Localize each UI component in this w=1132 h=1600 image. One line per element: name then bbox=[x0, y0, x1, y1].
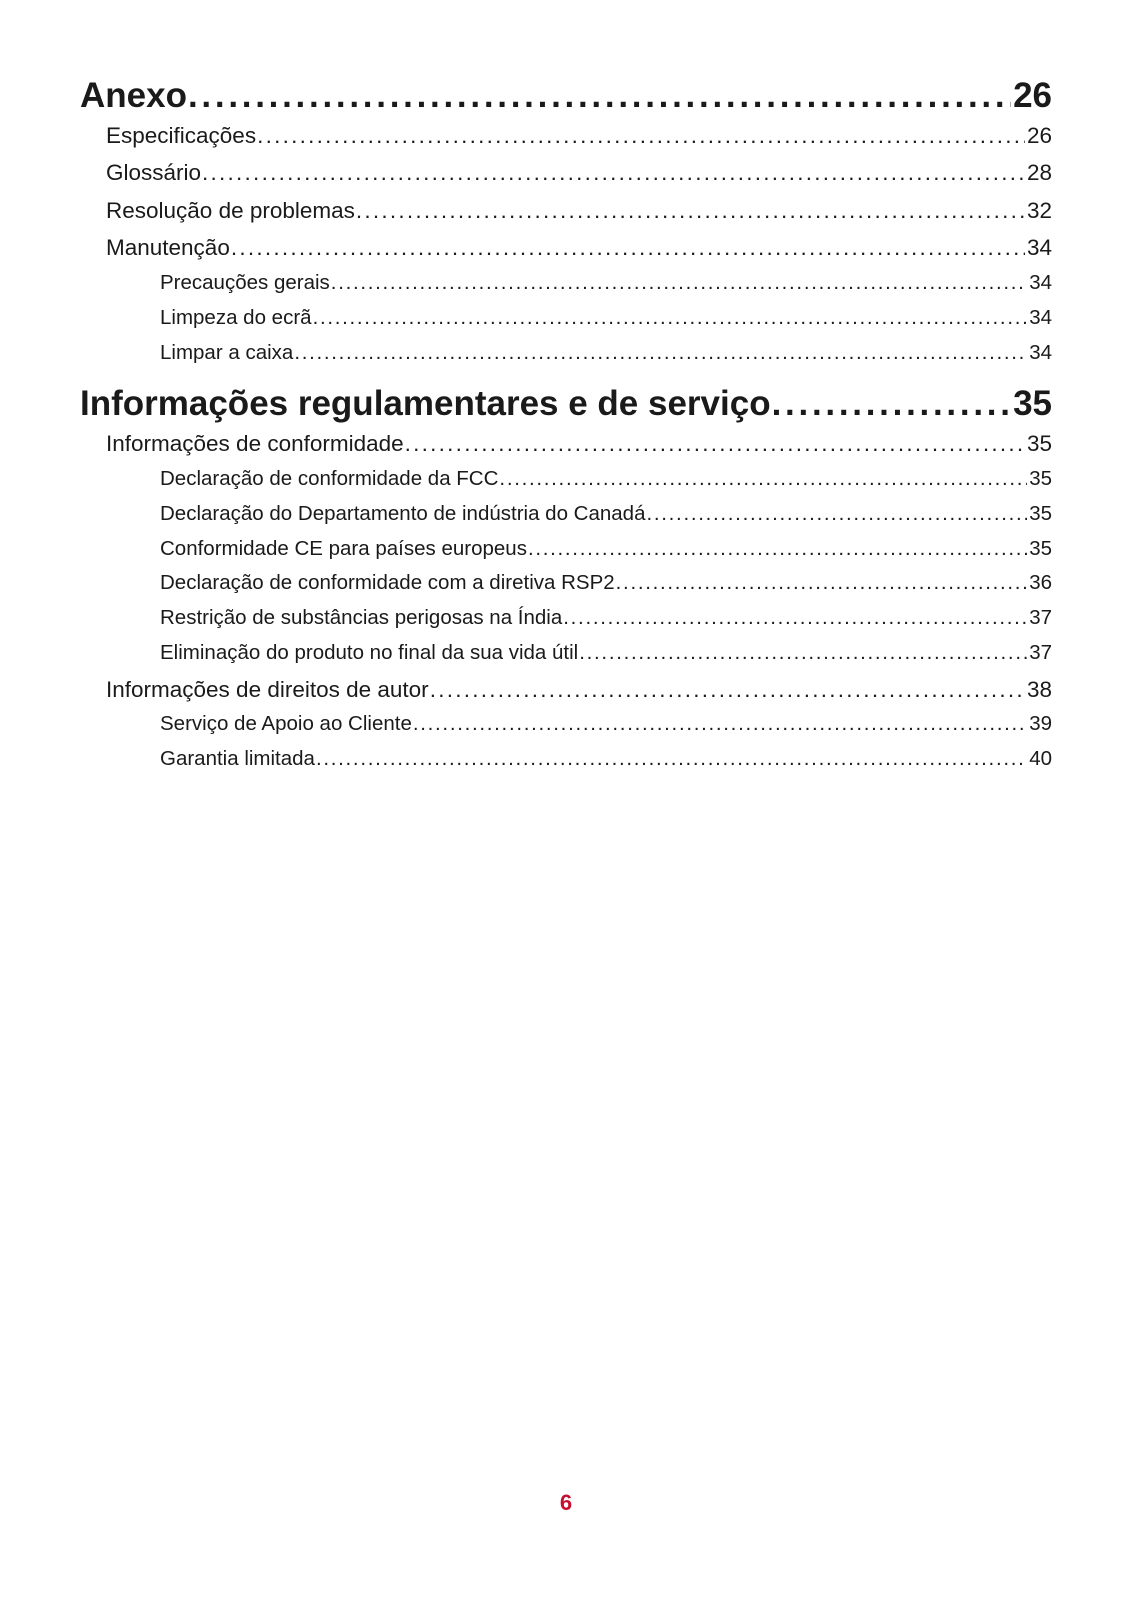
toc-entry-direitos-de-autor[interactable] bbox=[106, 677, 1052, 707]
toc-entry-declaracao-canada[interactable] bbox=[160, 502, 1052, 530]
dot-leader bbox=[313, 306, 1028, 330]
toc-entry-page: 37 bbox=[1029, 606, 1052, 629]
toc-entry-page: 34 bbox=[1029, 271, 1052, 294]
dot-leader bbox=[202, 160, 1025, 186]
toc-entry-page: 35 bbox=[1026, 431, 1052, 456]
dot-leader bbox=[257, 123, 1025, 149]
toc-entry-title: Resolução de problemas bbox=[106, 198, 355, 223]
toc-entry-page: 38 bbox=[1026, 677, 1052, 702]
toc-entry-diretiva-rsp2[interactable] bbox=[160, 571, 1052, 599]
toc-entry-title: Informações de conformidade bbox=[106, 431, 404, 456]
toc-entry-page: 40 bbox=[1029, 747, 1052, 770]
toc-entry-informacoes-regulamentares[interactable] bbox=[80, 384, 1052, 428]
toc-entry-page: 34 bbox=[1029, 306, 1052, 329]
dot-leader bbox=[188, 76, 1011, 116]
dot-leader bbox=[646, 502, 1027, 526]
toc-entry-restricao-india[interactable] bbox=[160, 606, 1052, 634]
dot-leader bbox=[413, 712, 1027, 736]
toc-entry-manutencao[interactable] bbox=[106, 235, 1052, 265]
page-number: 6 bbox=[559, 1490, 573, 1515]
toc-entry-limpeza-do-ecra[interactable] bbox=[160, 306, 1052, 334]
toc-entry-title: Declaração de conformidade com a diretiva RSP2 bbox=[160, 571, 615, 594]
dot-leader bbox=[430, 677, 1025, 703]
toc-entry-informacoes-de-conformidade[interactable] bbox=[106, 431, 1052, 461]
toc-entry-title: Limpeza do ecrã bbox=[160, 306, 312, 329]
toc-entry-title: Informações regulamentares e de serviço bbox=[80, 384, 771, 423]
toc-entry-page: 35 bbox=[1013, 384, 1052, 423]
dot-leader bbox=[231, 235, 1025, 261]
dot-leader bbox=[579, 641, 1027, 665]
toc-entry-title: Manutenção bbox=[106, 235, 230, 260]
dot-leader bbox=[316, 747, 1027, 771]
toc-entry-title: Conformidade CE para países europeus bbox=[160, 537, 527, 560]
toc-entry-limpar-a-caixa[interactable] bbox=[160, 341, 1052, 369]
toc-entry-page: 35 bbox=[1029, 467, 1052, 490]
dot-leader bbox=[616, 571, 1028, 595]
toc-entry-glossario[interactable] bbox=[106, 160, 1052, 190]
dot-leader bbox=[356, 198, 1025, 224]
dot-leader bbox=[405, 431, 1025, 457]
toc-entry-page: 32 bbox=[1026, 198, 1052, 223]
dot-leader bbox=[563, 606, 1027, 630]
dot-leader bbox=[294, 341, 1027, 365]
toc-entry-page: 35 bbox=[1029, 537, 1052, 560]
toc-entry-title: Restrição de substâncias perigosas na Índia bbox=[160, 606, 563, 629]
toc-entry-title: Informações de direitos de autor bbox=[106, 677, 429, 702]
toc-entry-title: Serviço de Apoio ao Cliente bbox=[160, 712, 412, 735]
toc-entry-title: Precauções gerais bbox=[160, 271, 330, 294]
toc-entry-page: 34 bbox=[1026, 235, 1052, 260]
toc-entry-eliminacao-do-produto[interactable] bbox=[160, 641, 1052, 669]
toc-entry-title: Especificações bbox=[106, 123, 257, 148]
toc-entry-declaracao-fcc[interactable] bbox=[160, 467, 1052, 495]
toc-entry-page: 26 bbox=[1013, 76, 1052, 115]
toc-entry-conformidade-ce[interactable] bbox=[160, 537, 1052, 565]
toc-entry-title: Declaração do Departamento de indústria do Canadá bbox=[160, 502, 646, 525]
toc-entry-resolucao-de-problemas[interactable] bbox=[106, 198, 1052, 228]
toc-entry-page: 39 bbox=[1029, 712, 1052, 735]
toc-entry-title: Anexo bbox=[80, 76, 187, 115]
dot-leader bbox=[499, 467, 1027, 491]
toc-entry-especificacoes[interactable] bbox=[106, 123, 1052, 153]
toc-entry-page: 26 bbox=[1026, 123, 1052, 148]
toc-entry-anexo[interactable] bbox=[80, 76, 1052, 120]
toc-entry-servico-de-apoio[interactable] bbox=[160, 712, 1052, 740]
toc-entry-page: 28 bbox=[1026, 160, 1052, 185]
toc-entry-title: Glossário bbox=[106, 160, 202, 185]
toc-entry-garantia-limitada[interactable] bbox=[160, 747, 1052, 775]
toc-entry-page: 36 bbox=[1029, 571, 1052, 594]
toc-entry-page: 34 bbox=[1029, 341, 1052, 364]
toc-entry-title: Declaração de conformidade da FCC bbox=[160, 467, 499, 490]
dot-leader bbox=[331, 271, 1027, 295]
toc-entry-page: 35 bbox=[1029, 502, 1052, 525]
toc-entry-title: Garantia limitada bbox=[160, 747, 315, 770]
toc-entry-title: Eliminação do produto no final da sua vida útil bbox=[160, 641, 579, 664]
dot-leader bbox=[528, 537, 1027, 561]
toc-entry-precaucoes-gerais[interactable] bbox=[160, 271, 1052, 299]
toc-entry-page: 37 bbox=[1029, 641, 1052, 664]
dot-leader bbox=[772, 384, 1011, 424]
toc-entry-title: Limpar a caixa bbox=[160, 341, 294, 364]
